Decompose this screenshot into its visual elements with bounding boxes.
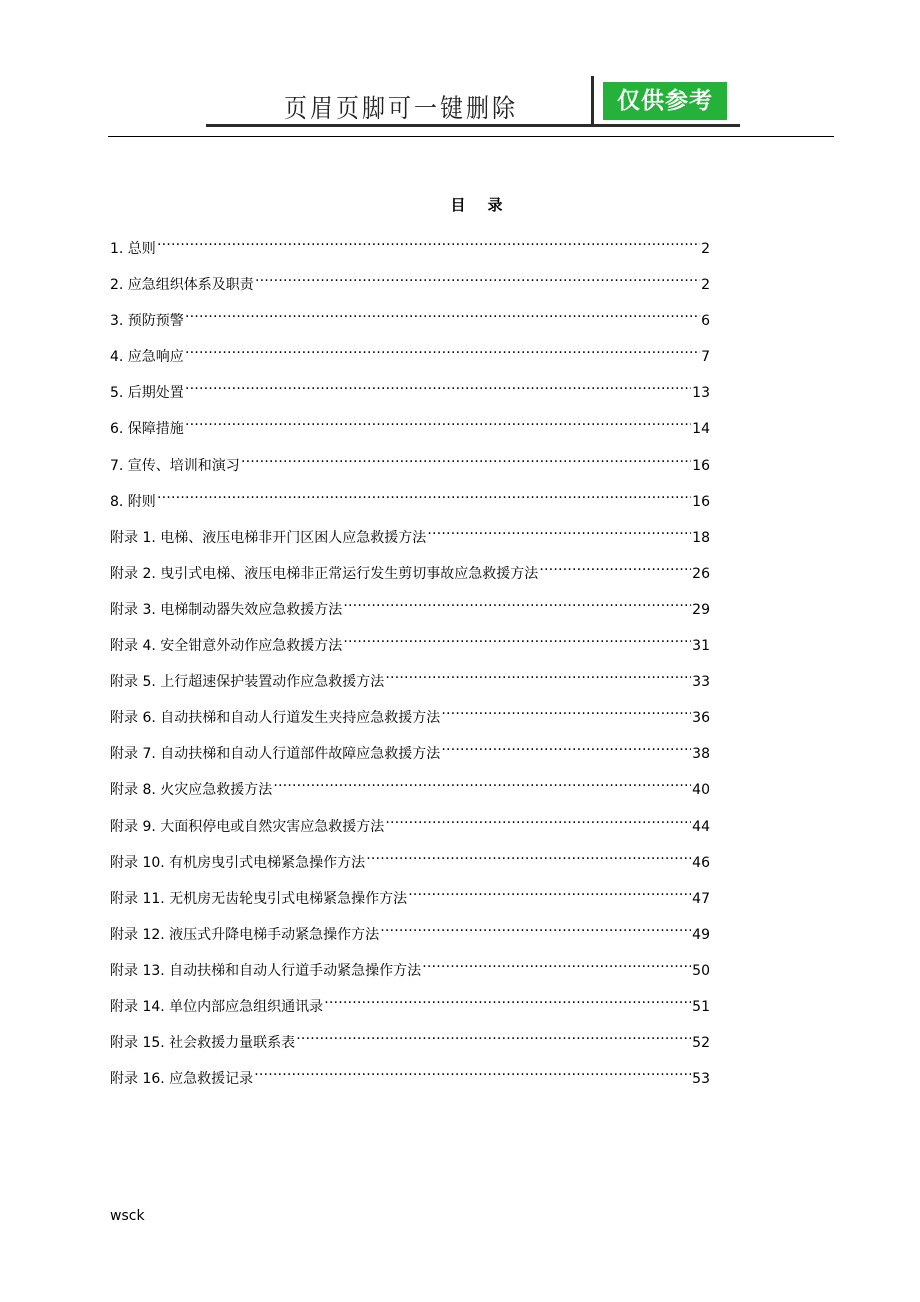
toc-entry-label: 附录 2. 曳引式电梯、液压电梯非正常运行发生剪切事故应急救援方法 <box>110 565 539 582</box>
toc-entry[interactable] <box>110 1023 710 1059</box>
toc-entry-page-number: 36 <box>692 710 710 727</box>
toc-dot-leader <box>273 770 691 794</box>
toc-entry-page-number: 6 <box>701 313 710 330</box>
toc-entry-label: 6. 保障措施 <box>110 421 184 438</box>
toc-entry-page-number: 51 <box>692 998 710 1015</box>
toc-dot-leader <box>539 554 691 578</box>
toc-entry[interactable] <box>110 554 710 590</box>
footer-text: wsck <box>110 1208 145 1224</box>
toc-entry[interactable] <box>110 987 710 1023</box>
toc-entry-page-number: 7 <box>701 349 710 366</box>
toc-entry-page-number: 26 <box>692 565 710 582</box>
toc-entry[interactable] <box>110 373 710 409</box>
toc-entry[interactable] <box>110 446 710 482</box>
toc-entry-label: 附录 5. 上行超速保护装置动作应急救援方法 <box>110 674 385 691</box>
toc-entry-label: 附录 15. 社会救援力量联系表 <box>110 1035 296 1052</box>
toc-entry-page-number: 50 <box>692 962 710 979</box>
toc-entry-page-number: 47 <box>692 890 710 907</box>
toc-entry-label: 8. 附则 <box>110 493 156 510</box>
toc-entry[interactable] <box>110 482 710 518</box>
toc-entry-page-number: 38 <box>692 746 710 763</box>
toc-entry-page-number: 14 <box>692 421 710 438</box>
toc-dot-leader <box>441 734 691 758</box>
toc-entry-label: 附录 14. 单位内部应急组织通讯录 <box>110 998 324 1015</box>
toc-dot-leader <box>241 446 691 470</box>
toc-entry[interactable] <box>110 337 710 373</box>
toc-dot-leader <box>366 843 691 867</box>
toc-dot-leader <box>157 482 691 506</box>
toc-entry-label: 附录 13. 自动扶梯和自动人行道手动紧急操作方法 <box>110 962 422 979</box>
toc-dot-leader <box>296 1023 691 1047</box>
toc-entry-page-number: 49 <box>692 926 710 943</box>
toc-dot-leader <box>185 337 700 361</box>
toc-entry[interactable] <box>110 1059 710 1095</box>
toc-dot-leader <box>185 373 691 397</box>
toc-entry[interactable] <box>110 951 710 987</box>
toc-dot-leader <box>427 518 691 542</box>
toc-title: 目录 <box>450 196 525 214</box>
toc-entry-label: 1. 总则 <box>110 241 156 257</box>
toc-entry-label: 附录 12. 液压式升降电梯手动紧急操作方法 <box>110 926 380 943</box>
toc-dot-leader <box>254 1059 691 1083</box>
toc-entry[interactable] <box>110 879 710 915</box>
header-underline <box>206 124 740 127</box>
toc-entry-label: 附录 4. 安全钳意外动作应急救援方法 <box>110 638 343 655</box>
toc-entry-label: 附录 3. 电梯制动器失效应急救援方法 <box>110 601 343 618</box>
toc-dot-leader <box>343 626 691 650</box>
toc-entry[interactable] <box>110 590 710 626</box>
toc-entry-label: 附录 9. 大面积停电或自然灾害应急救援方法 <box>110 818 385 835</box>
toc-entry[interactable] <box>110 229 710 265</box>
toc-dot-leader <box>185 409 691 433</box>
toc-entry-page-number: 52 <box>692 1035 710 1052</box>
header-divider <box>591 76 594 126</box>
toc-entry-page-number: 29 <box>692 601 710 618</box>
toc-entry[interactable] <box>110 626 710 662</box>
toc-entry-label: 4. 应急响应 <box>110 349 184 366</box>
toc-entry-label: 附录 7. 自动扶梯和自动人行道部件故障应急救援方法 <box>110 746 441 763</box>
toc-entry-page-number: 40 <box>692 782 710 799</box>
header-banner-text: 页眉页脚可一键删除 <box>284 94 518 124</box>
toc-dot-leader <box>441 698 691 722</box>
toc-entry[interactable] <box>110 807 710 843</box>
toc-dot-leader <box>422 951 691 975</box>
header-banner <box>206 76 740 128</box>
toc-dot-leader <box>185 301 700 325</box>
toc-entry-page-number: 16 <box>692 493 710 510</box>
toc-entry[interactable] <box>110 265 710 301</box>
toc-entry-label: 附录 10. 有机房曳引式电梯紧急操作方法 <box>110 854 366 871</box>
toc-entry-label: 3. 预防预警 <box>110 313 184 330</box>
toc-dot-leader <box>385 807 691 831</box>
toc-entry-label: 附录 16. 应急救援记录 <box>110 1071 254 1088</box>
toc-entry[interactable] <box>110 734 710 770</box>
toc-entry-label: 2. 应急组织体系及职责 <box>110 277 254 294</box>
toc-entry-page-number: 53 <box>692 1071 710 1088</box>
toc-entry-label: 5. 后期处置 <box>110 385 184 402</box>
toc-entry-label: 附录 1. 电梯、液压电梯非开门区困人应急救援方法 <box>110 529 427 546</box>
toc-entry[interactable] <box>110 698 710 734</box>
toc-entry[interactable] <box>110 915 710 951</box>
toc-dot-leader <box>380 915 691 939</box>
toc-entry-label: 附录 11. 无机房无齿轮曳引式电梯紧急操作方法 <box>110 890 408 907</box>
toc-entry-label: 附录 6. 自动扶梯和自动人行道发生夹持应急救援方法 <box>110 710 441 727</box>
toc-entry-label: 附录 8. 火灾应急救援方法 <box>110 782 273 799</box>
toc-entry-page-number: 18 <box>692 529 710 546</box>
toc-entry-page-number: 2 <box>701 277 710 294</box>
table-of-contents <box>110 229 710 1095</box>
toc-dot-leader <box>157 229 700 253</box>
toc-dot-leader <box>343 590 691 614</box>
toc-entry-page-number: 13 <box>692 385 710 402</box>
toc-entry-page-number: 2 <box>701 241 710 257</box>
toc-entry-page-number: 16 <box>692 457 710 474</box>
toc-entry-page-number: 33 <box>692 674 710 691</box>
toc-dot-leader <box>255 265 700 289</box>
toc-entry[interactable] <box>110 301 710 337</box>
toc-dot-leader <box>324 987 691 1011</box>
toc-dot-leader <box>408 879 691 903</box>
reference-only-badge: 仅供参考 <box>603 82 727 120</box>
toc-entry[interactable] <box>110 518 710 554</box>
toc-entry[interactable] <box>110 662 710 698</box>
toc-entry[interactable] <box>110 843 710 879</box>
toc-entry-page-number: 44 <box>692 818 710 835</box>
header-rule <box>108 136 834 137</box>
toc-entry-label: 7. 宣传、培训和演习 <box>110 457 240 474</box>
toc-entry-page-number: 31 <box>692 638 710 655</box>
toc-entry-page-number: 46 <box>692 854 710 871</box>
toc-dot-leader <box>385 662 691 686</box>
toc-entry[interactable] <box>110 409 710 445</box>
toc-entry[interactable] <box>110 770 710 806</box>
